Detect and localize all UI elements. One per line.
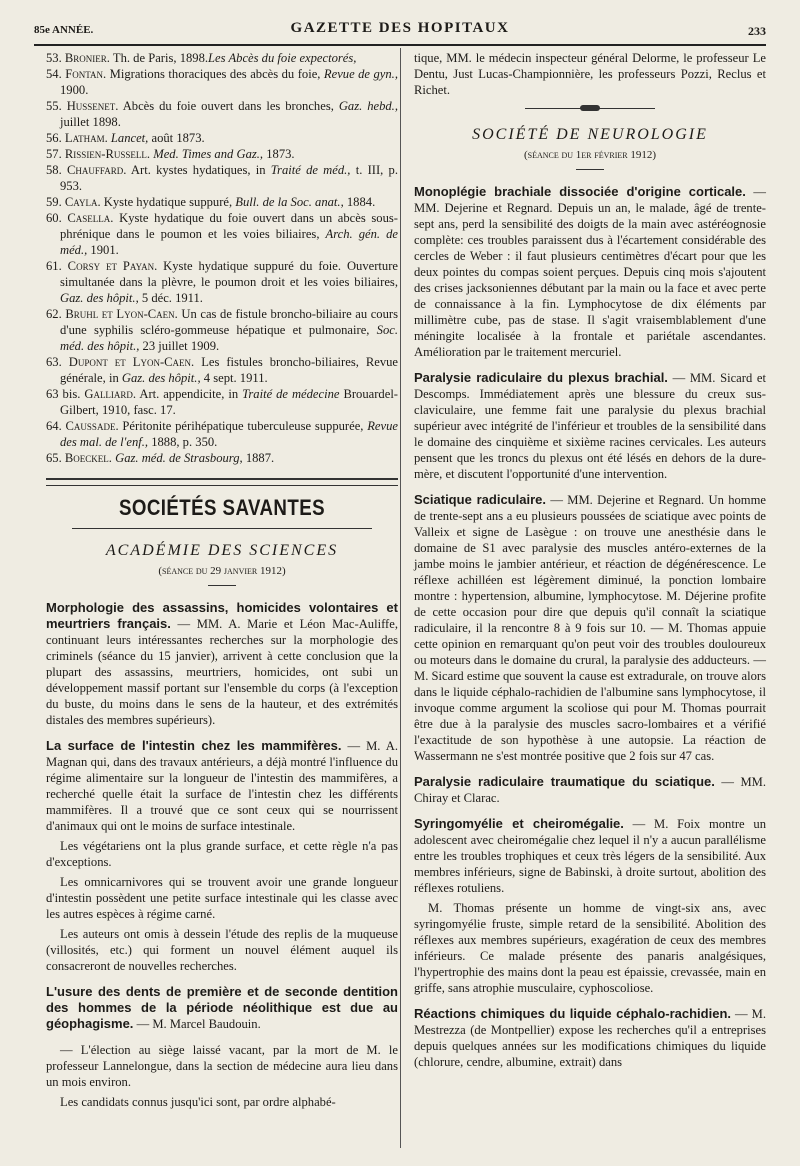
page-header xyxy=(34,14,766,42)
seance-date: (séance du 1er février 1912) xyxy=(523,149,657,161)
short-rule xyxy=(576,169,604,170)
article-sciatique: Sciatique radiculaire. — MM. Dejerine et Regnard. Un homme de trente-sept ans a eu plusieurs poussées de sciatique avec points de Valleix et signe de Lasègue : on trouve une anesthésie dans le domaine de S1 avec paralysie des muscles antéro-externes de la jambe moins le jambier antérieur, et réaction de dégénérescence. Le réflexe achilléen est légèrement diminué, la ponction lombaire montre : hypertension, albumine, lymphocytose. M. Déjerine profite de cette occasion pour dire que depuis qu'il connaît la sciatique radiculaire, il la rencontre 8 à 9 fois sur 10. — M. Thomas appuie cette opinion en remarquant qu'on peut voir des troubles douloureux ou moteurs dans le domaine du crural, la paralysie des adducteurs. — M. Sicard estime que souvent la cause est extradurale, on trouve alors dans le liquide céphalo-rachidien de l'albumine sans lymphocytose, il invoque comme argument la scoliose qui pour M. Thomas pourrait être due à la paralysie des muscles sacro-lombaires et a vérifié l'exactitude de son hypothèse à une autopsie. La réaction de Wassermann ne s'est montrée positive que 2 fois sur 47 cas. xyxy=(414,492,766,763)
reference-item: 62. Bruhl et Lyon-Caen. Un cas de fistule broncho-biliaire au cours d'une syphilis scléro-gommeuse hépatique et pulmonaire, Soc. méd. des hôpit., 23 juillet 1909. xyxy=(46,307,398,353)
article-intestin: La surface de l'intestin chez les mammifères. — M. A. Magnan qui, dans des travaux antérieurs, a déjà montré l'influence du régime alimentaire sur la longueur de l'intestin des mammifères, a recherché quelle était la surface de l'intestin chez les différents mammifères. Il a trouvé que ce sont ceux qui se nourrissent d'animaux qui ont le moins de surface intestinale. xyxy=(46,738,398,833)
article-title: Syringomyélie et cheiromégalie. xyxy=(414,816,624,831)
reference-item: 55. Hussenet. Abcès du foie ouvert dans les bronches, Gaz. hebd., juillet 1898. xyxy=(46,99,398,129)
reference-list xyxy=(46,50,398,466)
article-title: Morphologie des assassins, homicides volontaires et meurtriers français. xyxy=(46,600,398,631)
reference-item: 57. Rissien-Russell. Med. Times and Gaz., 1873. xyxy=(46,147,295,161)
article-reactions-chimiques: Réactions chimiques du liquide céphalo-rachidien. — M. Mestrezza (de Montpellier) expose les recherches qu'il a entreprises depuis quelques années sur les modifications chimiques du liquide (chlorure, cendre, albumine, extrait) dans xyxy=(414,1006,766,1069)
section-divider xyxy=(46,478,398,486)
reference-item: 54. Fontan. Migrations thoraciques des abcès du foie, Revue de gyn., 1900. xyxy=(46,67,398,97)
article-title: La surface de l'intestin chez les mammifères. xyxy=(46,738,342,753)
paragraph: Les auteurs ont omis à dessein l'étude des replis de la muqueuse (villosités, etc.) qui forment un nouvel élément auquel ils consacreront de nouvelles recherches. xyxy=(46,927,398,973)
paragraph: Les candidats connus jusqu'ici sont, par ordre alphabé- xyxy=(60,1095,336,1109)
society-title: SOCIÉTÉ DE NEUROLOGIE xyxy=(472,126,708,143)
journal-title: GAZETTE DES HOPITAUX xyxy=(290,20,510,36)
reference-item: 60. Casella. Kyste hydatique du foie ouvert dans un abcès sous-phrénique dans le poumon et les voies biliaires, Arch. gén. de méd., 1901. xyxy=(46,211,398,257)
reference-item: 59. Cayla. Kyste hydatique suppuré, Bull. de la Soc. anat., 1884. xyxy=(46,195,376,209)
seance-date: (séance du 29 janvier 1912) xyxy=(158,565,286,577)
section-title: SOCIÉTÉS SAVANTES xyxy=(118,495,326,520)
article-title: Sciatique radiculaire. xyxy=(414,492,546,507)
article-title: Paralysie radiculaire traumatique du sciatique. xyxy=(414,774,715,789)
reference-item: 58. Chauffard. Art. kystes hydatiques, in Traité de méd., t. III, p. 953. xyxy=(46,163,398,193)
edition-year: 85e ANNÉE. xyxy=(34,24,94,36)
paragraph: M. Thomas présente un homme de vingt-six ans, avec syringomyélie fruste, simple retard de la sensibilité. Abolition des réflexes aux membres supérieurs, exagération de ceux des membres inférieurs. Ce malade présente des panaris analgésiques, l'hypertrophie des mains dont la peau est épaissie, crevassée, main en griffe, sans atrophie musculaire, cyphoscoliose. xyxy=(414,901,766,995)
article-paralysie-traumatique: Paralysie radiculaire traumatique du sciatique. — MM. Chiray et Clarac. xyxy=(414,774,766,805)
header-rule xyxy=(34,44,766,46)
academy-title: ACADÉMIE DES SCIENCES xyxy=(105,542,339,559)
left-column xyxy=(46,50,398,1114)
article-monoplegie: Monoplégie brachiale dissociée d'origine corticale. — MM. Dejerine et Regnard. Depuis un an, le malade, âgé de trente-sept ans, perd la sensibilité des doigts de la main avec astéréognosie complète: ces troubles paraissent dus à l'écartement considérable des cercles de Weber : il faut plusieurs centimètres d'écart pour que les deux pointes du compas soient perçues. Depuis cinq mois s'ajoutent des crises jacksoniennes débutant par la main ou la face et avec perte de connaissance à la fin. Lymphocytose de dix éléments par millimètre cube, pas de stase. Il s'agit vraisemblablement d'une méningite localisée à la frontale et pariétale ascendantes. Amélioration par le traitement mercuriel. xyxy=(414,184,766,359)
article-title: L'usure des dents de première et de seconde dentition des hommes de la période néolithique est due au géophagisme. xyxy=(46,984,398,1031)
paragraph: — L'élection au siège laissé vacant, par la mort de M. le professeur Lannelongue, dans la section de médecine aura lieu dans un mois environ. xyxy=(46,1043,398,1089)
paragraph: tique, MM. le médecin inspecteur général Delorme, le professeur Le Dentu, Just Lucas-Championnière, les professeurs Pozzi, Reclus et Richet. xyxy=(414,51,766,97)
article-paralysie-plexus: Paralysie radiculaire du plexus brachial. — MM. Sicard et Descomps. Immédiatement après une blessure du creux sus-claviculaire, une femme fait une paralysie du plexus brachial supérieur avec intégrité de l'inférieur et troubles de la sensibilité dans le domaine des cinquième et sixième racines cervicales. Les auteurs pensent que les troncs du plexus ont été lésés en dehors de la dure-mère, et discutent l'opportunité d'une intervention. xyxy=(414,370,766,481)
short-rule xyxy=(208,585,236,586)
section-rule xyxy=(72,528,371,529)
reference-item: 63. Dupont et Lyon-Caen. Les fistules broncho-biliaires, Revue générale, in Gaz. des hôpit., 4 sept. 1911. xyxy=(46,355,399,385)
paragraph: Les omnicarnivores qui se trouvent avoir une grande longueur d'intestin possèdent une petite surface intestinale qui les classe avec les autres espèces à régime carné. xyxy=(46,875,398,921)
article-title: Réactions chimiques du liquide céphalo-rachidien. xyxy=(414,1006,731,1021)
column-divider xyxy=(400,48,401,1148)
paragraph: Les végétariens ont la plus grande surface, et cette règle n'a pas d'exceptions. xyxy=(46,839,398,869)
article-usure-dents: L'usure des dents de première et de seconde dentition des hommes de la période néolithique est due au géophagisme. — M. Marcel Baudouin. xyxy=(46,984,398,1031)
article-syringomyelie: Syringomyélie et cheiromégalie. — M. Foix montre un adolescent avec cheiromégalie chez lequel il n'y a aucun parallélisme entre les troubles trophiques et ceux très légers de la sensibilité. Aux membres inférieurs, signe de Babinski, à droite surtout, abolition des réflexes rotuliens. xyxy=(414,816,766,895)
reference-item: 56. Latham. Lancet, août 1873. xyxy=(46,131,205,145)
article-title: Paralysie radiculaire du plexus brachial. xyxy=(414,370,668,385)
reference-item: 65. Boeckel. Gaz. méd. de Strasbourg, 1887. xyxy=(46,451,275,465)
page-number: 233 xyxy=(748,24,766,38)
reference-item: 63 bis. Galliard. Art. appendicite, in Traité de médecine Brouardel-Gilbert, 1910, fasc. 17. xyxy=(46,387,399,417)
article-morphologie: Morphologie des assassins, homicides volontaires et meurtriers français. — MM. A. Marie et Léon Mac-Auliffe, continuant leurs intéressantes recherches sur la morphologie des criminels (séance du 15 janvier), arrivent à cette conclusion que la plupart des assassins, meurtriers, homicides, ont subi un développement massif portant sur l'ensemble du corps (à l'exception du buste, du moins dans le sens de la hauteur, et des extrémités distales des membres supérieurs). xyxy=(46,600,398,727)
reference-item: 53. Bronier. Th. de Paris, 1898.Les Abcès du foie expectorés, xyxy=(46,51,357,65)
reference-item: 61. Corsy et Payan. Kyste hydatique suppuré du foie. Ouverture simultanée dans la plèvre, le poumon droit et les voies biliaires, Gaz. des hôpit., 5 déc. 1911. xyxy=(46,259,399,305)
right-column xyxy=(414,50,766,1080)
article-title: Monoplégie brachiale dissociée d'origine corticale. xyxy=(414,184,746,199)
reference-item: 64. Caussade. Péritonite périhépatique tuberculeuse suppurée, Revue des mal. de l'enf., 1888, p. 350. xyxy=(46,419,398,449)
ornament-rule xyxy=(525,108,655,113)
